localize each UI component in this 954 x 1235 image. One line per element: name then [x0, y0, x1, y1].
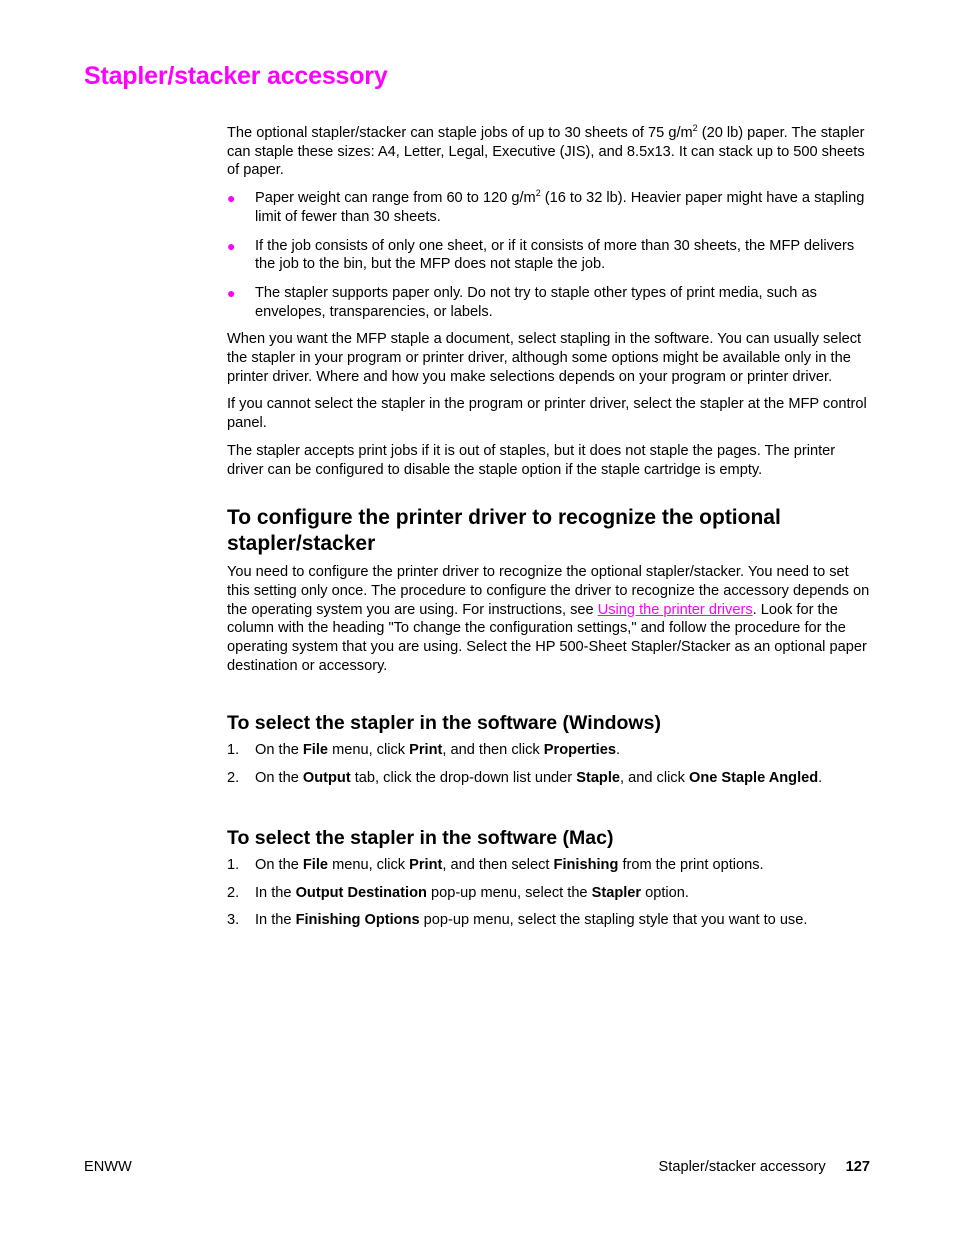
list-item: ● If the job consists of only one sheet, or if it consists of more than 30 sheets, the MFP delivers the job to the bin, but the MFP does not staple the job. — [227, 237, 855, 273]
footer-page-info — [659, 1159, 870, 1175]
list-item: ● Paper weight can range from 60 to 120 $g/m^2$ (16 to 32 lb). Heavier paper might have a stapling limit of fewer than 30 sheets. — [227, 188, 865, 225]
list-item: 1. On the File menu, click Print, and then select Finishing from the print options. — [227, 856, 764, 873]
body-paragraph: If you cannot select the stapler in the program or printer driver, select the stapler at the MFP control panel. — [227, 396, 867, 432]
body-paragraph: The stapler accepts print jobs if it is out of staples, but it does not staple the pages. The printer driver can be configured to disable the staple option if the staple cartridge is empty. — [227, 442, 836, 478]
bullet-icon: ● — [227, 284, 236, 301]
body-paragraph: When you want the MFP staple a document, select stapling in the software. You can usually select the stapler in your program or printer driver, although some options might be available only in the printer driver. Where and how you make selections depends on your program or printer driver. — [227, 331, 862, 385]
configure-paragraph: You need to configure the printer driver to recognize the optional stapler/stacker. You need to set this setting only once. The procedure to configure the driver to recognize the accessory depends on the operating system you are using. For instructions, see Using the printer drivers. Look for the column with the heading "To change the configuration settings," and follow the procedure for the operating system that you are using. Select the HP 500-Sheet Stapler/Stacker as an optional paper destination or accessory. — [227, 564, 870, 674]
list-item: ● The stapler supports paper only. Do not try to staple other types of print media, such as envelopes, transparencies, or labels. — [227, 284, 817, 320]
section-heading-windows: To select the stapler in the software (Windows) — [227, 712, 661, 735]
list-item: 2. In the Output Destination pop-up menu, select the Stapler option. — [227, 884, 689, 901]
mac-steps — [227, 856, 872, 930]
footer-enww: ENWW — [84, 1159, 132, 1175]
page-number: 127 — [845, 1159, 870, 1175]
windows-steps — [227, 741, 872, 787]
main-content — [227, 124, 872, 930]
list-item: 2. On the Output tab, click the drop-down list under Staple, and click One Staple Angled. — [227, 770, 823, 787]
list-item: 1. On the File menu, click Print, and then click Properties. — [227, 742, 621, 759]
list-item: 3. In the Finishing Options pop-up menu, select the stapling style that you want to use. — [227, 912, 808, 929]
section-heading-configure: To configure the printer driver to recognize the optional stapler/stacker — [227, 506, 781, 556]
footer-section-title: Stapler/stacker accessory — [658, 1159, 826, 1175]
intro-paragraph: The optional stapler/stacker can staple jobs of up to 30 sheets of 75 $g/m^2$ (20 lb) paper. The stapler can staple these sizes: A4, Letter, Legal, Executive (JIS), and 8.5x13. It can stack up to 500 sheets of paper. — [227, 123, 865, 179]
page-title: Stapler/stacker accessory — [84, 62, 388, 90]
using-printer-drivers-link[interactable]: Using the printer drivers — [597, 601, 753, 618]
bullet-icon: ● — [227, 190, 236, 207]
bullet-icon: ● — [227, 237, 236, 254]
section-heading-mac: To select the stapler in the software (Mac) — [227, 826, 614, 849]
intro-bullet-list — [227, 189, 872, 321]
